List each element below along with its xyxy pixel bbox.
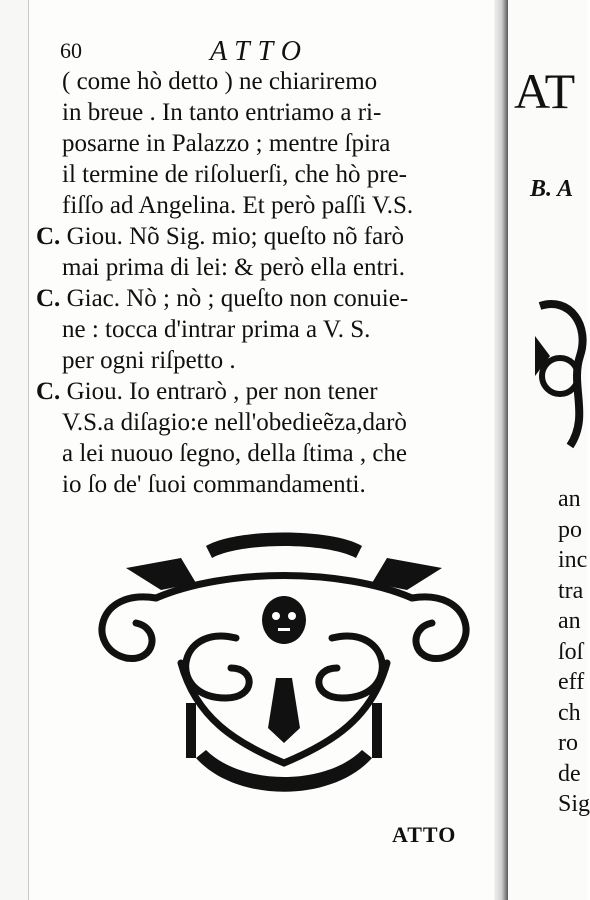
text-line: [62, 190, 498, 221]
text-line: [62, 345, 498, 376]
line-text: per ogni riſpetto .: [62, 347, 236, 374]
decorated-initial: [530, 296, 590, 456]
speaker-mark: C.: [36, 378, 61, 405]
line-text: mai prima di lei: & però ella entri.: [62, 254, 405, 281]
text-fragment: inc: [558, 547, 588, 573]
speaker-mark: C.: [36, 285, 61, 312]
text-line: [62, 438, 498, 469]
catchword: ATTO: [392, 822, 457, 847]
line-text: a lei nuouo ſegno, della ſtima , che: [62, 440, 408, 467]
speech-line: [36, 376, 498, 407]
left-binding-edge: [0, 0, 28, 900]
speech-line: [36, 283, 498, 314]
text-fragment: Sig: [558, 791, 590, 817]
line-text: fiſſo ad Angelina. Et però paſſi V.S.: [62, 192, 414, 219]
line-text: ne : tocca d'intrar prima a V. S.: [62, 316, 371, 343]
text-fragment: an: [558, 486, 581, 512]
line-text: ( come hò detto ) ne chiariremo: [62, 68, 378, 95]
line-text: Giac. Nò ; nò ; queſto non conuie-: [66, 285, 409, 312]
right-page-title-fragment: AT: [514, 63, 576, 119]
text-fragment: tra: [558, 577, 584, 604]
line-text: posarne in Palazzo ; mentre ſpira: [62, 130, 391, 157]
line-text: in breue . In tanto entriamo a ri-: [62, 99, 382, 126]
line-text: io ſo de' ſuoi commandamenti.: [62, 471, 366, 498]
text-fragment: ro: [558, 730, 578, 756]
right-page-text: [558, 484, 590, 820]
right-page-subtitle-fragment: B. A: [530, 176, 574, 202]
text-line: [62, 66, 498, 97]
right-page: [508, 0, 590, 900]
line-text: Giou. Io entrarò , per non tener: [66, 378, 378, 405]
line-text: Giou. Nõ Sig. mio; queſto nõ farò: [66, 223, 405, 250]
text-line: [62, 128, 498, 159]
text-line: [62, 159, 498, 190]
text-line: [62, 407, 498, 438]
running-head-title: ATTO: [210, 36, 309, 67]
running-head: [60, 36, 490, 70]
woodcut-ornament: [86, 528, 482, 810]
text-fragment: ſoſ: [558, 638, 584, 665]
text-fragment: ch: [558, 699, 581, 726]
text-fragment: an: [558, 608, 581, 634]
text-fragment: po: [558, 516, 582, 543]
text-line: [62, 97, 498, 128]
text-line: [62, 469, 498, 500]
page-number: 60: [60, 38, 82, 63]
line-text: V.S.a diſagio:e nell'obedieẽza,darò: [62, 409, 407, 436]
text-fragment: eff: [558, 669, 585, 695]
book-gutter: [494, 0, 508, 900]
text-fragment: de: [558, 760, 581, 787]
line-text: il termine de riſoluerſi, che hò pre-: [62, 161, 408, 188]
speech-line: [36, 221, 498, 252]
speaker-mark: C.: [36, 223, 61, 250]
text-line: [62, 252, 498, 283]
text-line: [62, 314, 498, 345]
body-text: [36, 66, 498, 500]
